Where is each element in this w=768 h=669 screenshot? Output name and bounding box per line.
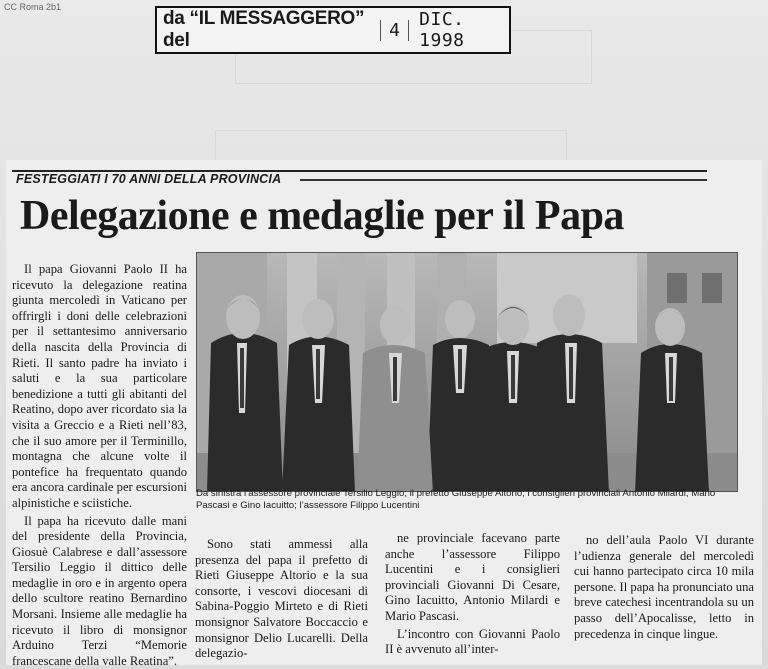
source-day-stamp: 4 [380, 20, 409, 41]
paragraph: L’incontro con Giovanni Paolo II è avvenuto all’inter- [385, 627, 560, 658]
text-column-4 [574, 533, 754, 642]
photo-caption: Da sinistra l’assessore provinciale Tersilio Leggio; il prefetto Giuseppe Altorio; i consiglieri provinciali Antonio Milardi, Mario Pascasi e Gino Iacuitto; l’assessore Filippo Lucentini [196, 488, 744, 512]
article-kicker: FESTEGGIATI I 70 ANNI DELLA PROVINCIA [16, 172, 287, 186]
paragraph: Il papa Giovanni Paolo II ha ricevuto la delegazione reatina giunta mercoledì in Vaticano per offrirgli i doni delle celebrazioni per il settantesimo anniversario della nascita della Provincia di Rieti. Il santo padre ha inviato i saluti e la sua particolare benedizione a tutti gli abitanti del Reatino, dopo aver ricordato sia la visita a Greccio e a Rieti nell’83, che il suo amore per il Terminillo, montagna che alcune volte il pontefice ha frequentato quando era ancora cardinale per escursioni alpinistiche e sciistiche. [12, 262, 187, 512]
kicker-rule [300, 179, 707, 181]
paragraph: no dell’aula Paolo VI durante l’udienza generale del mercoledì cui hanno partecipato circa 10 mila persone. Il papa ha pronunciato una breve catechesi incentrandola su un passo dell’Apocalisse, letto in precedenza in cinque lingue. [574, 533, 754, 642]
paragraph: Il papa ha ricevuto dalle mani del presidente della Provincia, Giosuè Calabrese e dall’assessore Tersilio Leggio il dittico delle medaglie in oro e in argento opera dello scultore reatino Bernardino Morsani. Insieme alle medaglie ha ricevuto il libro di monsignor Arduino Terzi “Memorie francescane della valle Reatina”. [12, 514, 187, 669]
news-photo [196, 252, 738, 492]
source-date-stamp: DIC. 1998 [419, 9, 509, 51]
source-label [155, 6, 511, 54]
article-headline: Delegazione e medaglie per il Papa [20, 191, 720, 241]
group-photo-illustration [197, 253, 738, 492]
source-newspaper: da “IL MESSAGGERO” del [163, 8, 368, 52]
paragraph: ne provinciale facevano parte anche l’assessore Filippo Lucentini e i consiglieri provinciali Giovanni Di Cesare, Gino Iacuitto, Antonio Milardi e Mario Pascasi. [385, 531, 560, 625]
text-column-3 [385, 531, 560, 658]
paragraph: Sono stati ammessi alla presenza del papa il prefetto di Rieti Giuseppe Altorio e la sua consorte, i vescovi diocesani di Sabina-Poggio Mirteto e di Rieti monsignor Salvatore Boccaccio e monsignor Delio Lucarelli. Della delegazio- [195, 537, 368, 662]
text-column-1 [12, 262, 187, 669]
text-column-2 [195, 537, 368, 662]
archive-stamp: CC Roma 2b1 [4, 2, 61, 12]
